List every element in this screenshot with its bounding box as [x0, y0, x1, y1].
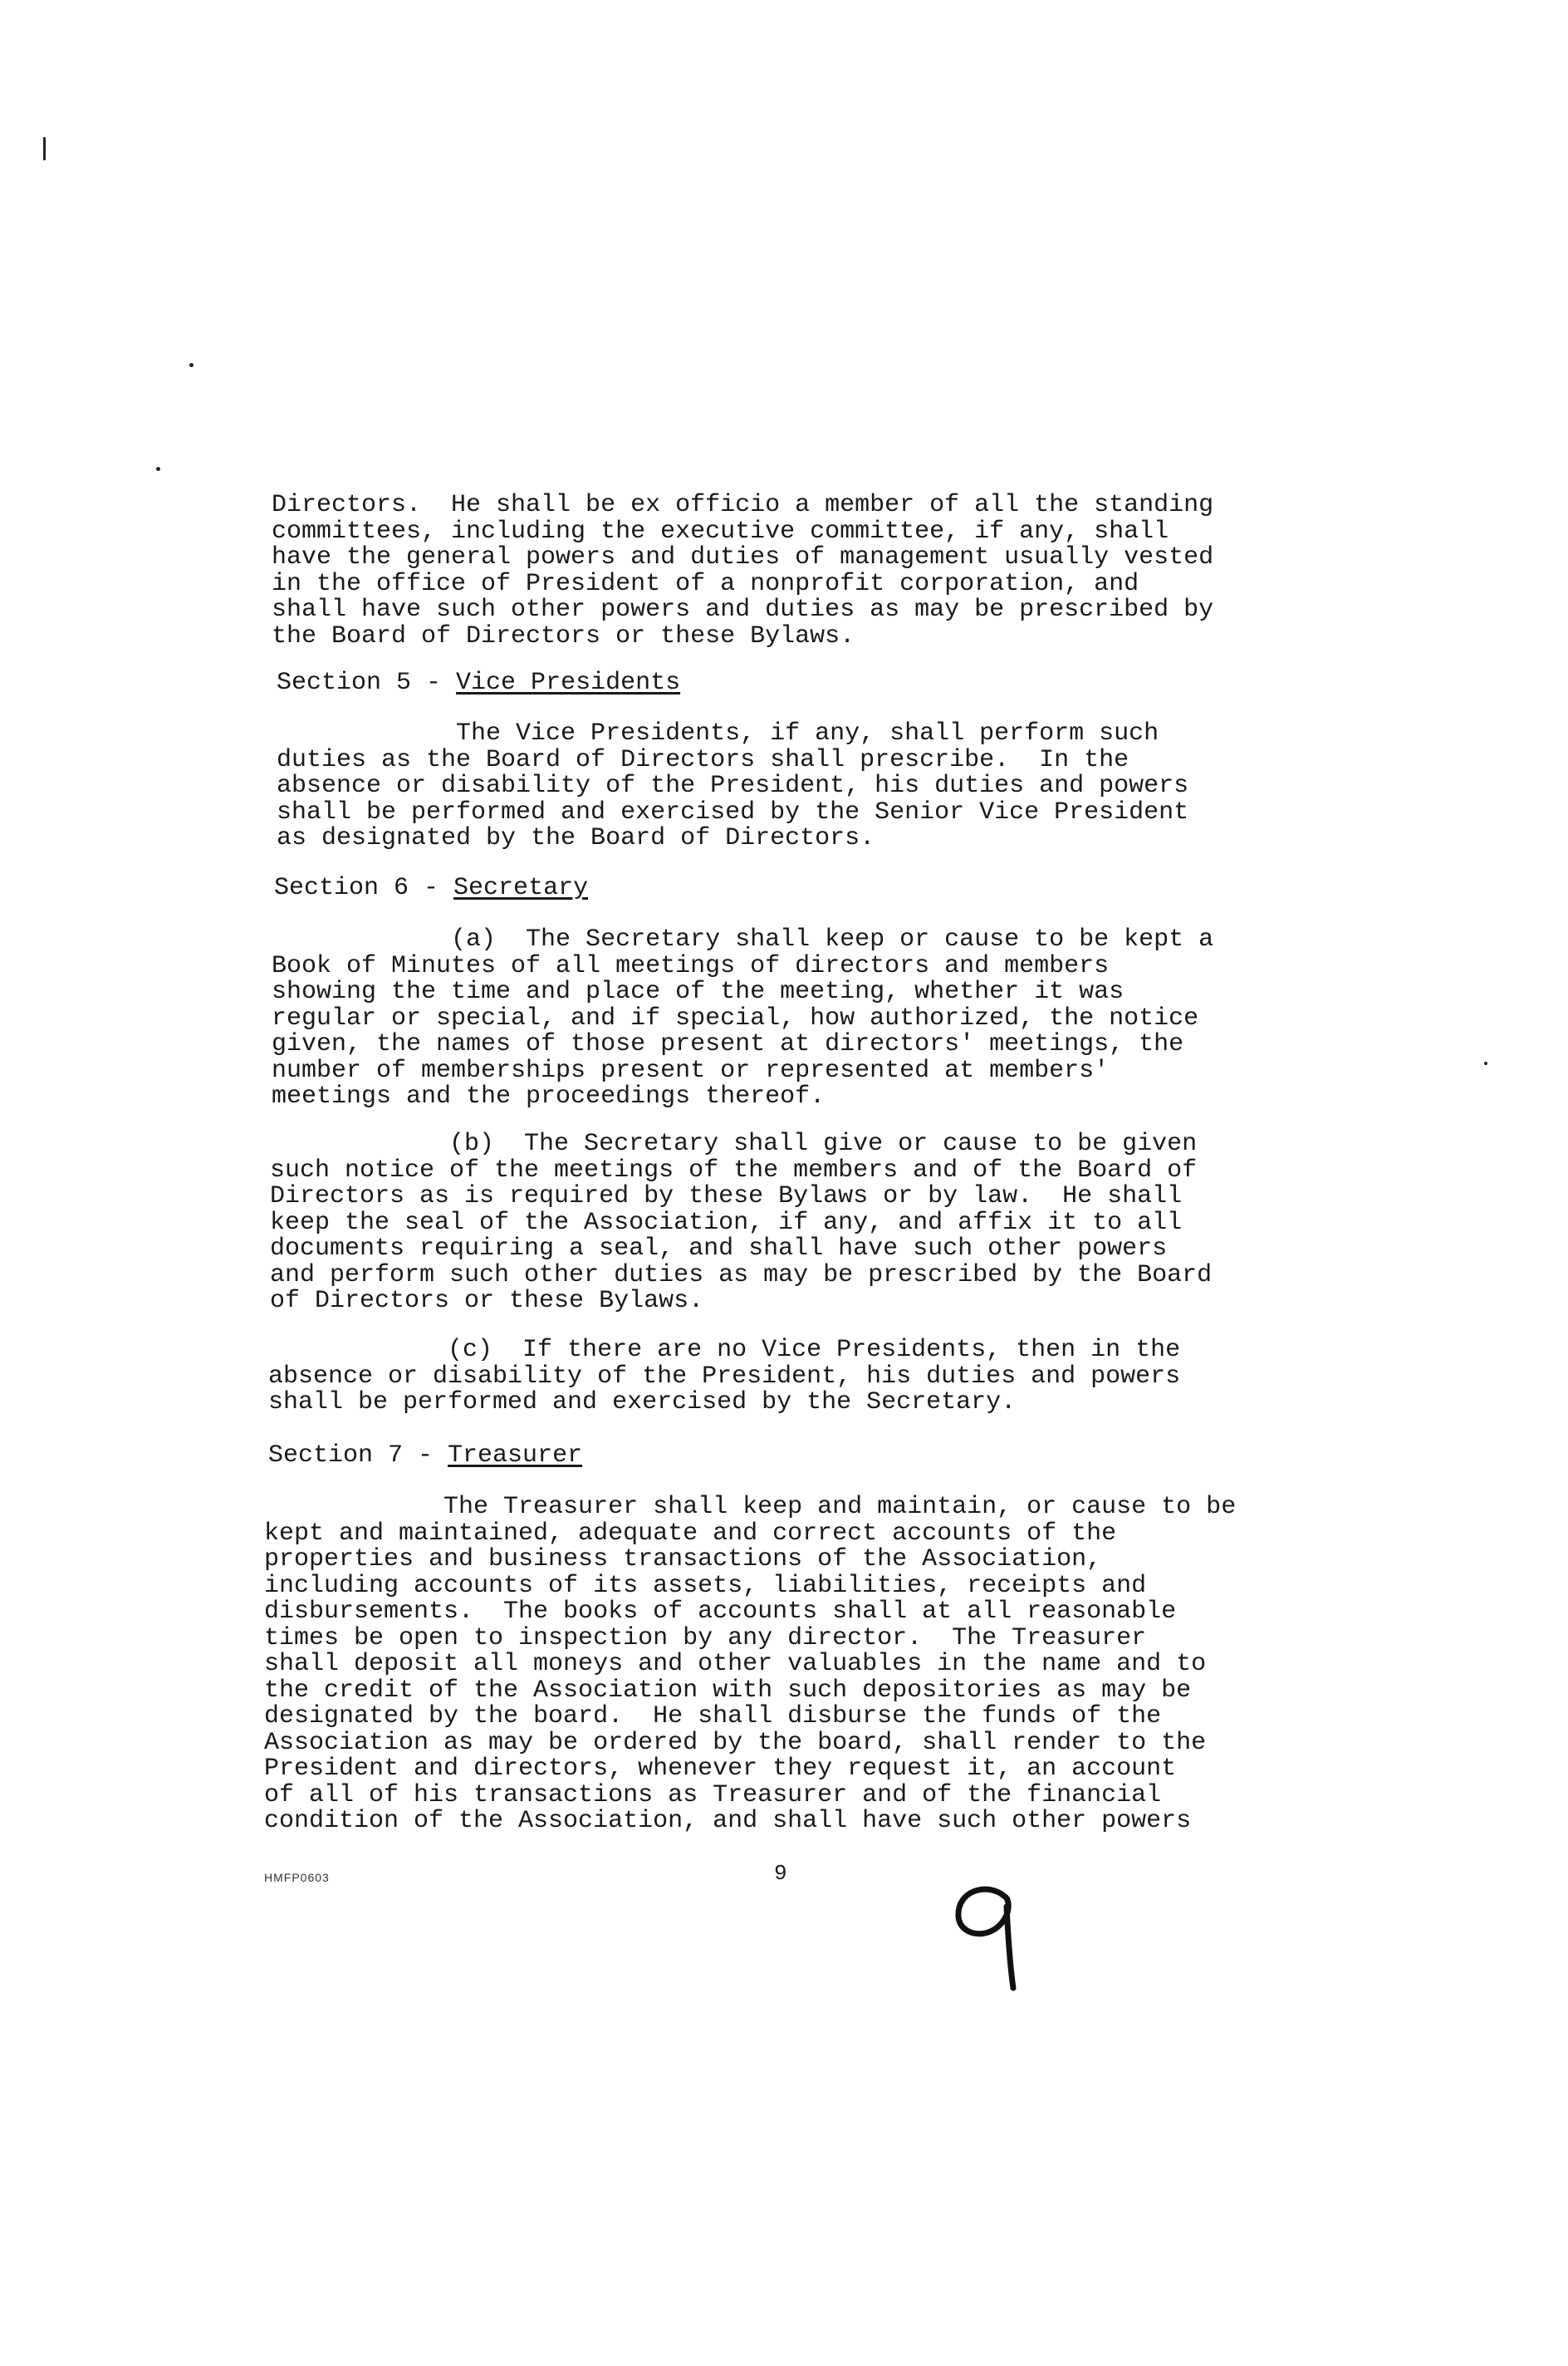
- section-7-title: Treasurer: [448, 1441, 583, 1470]
- paragraph-secretary-c: (c) If there are no Vice Presidents, then in the absence or disability of the President, his duties and powers shall be performed and exercised by the Secretary.: [268, 1336, 1181, 1416]
- section-6-prefix: Section 6 -: [274, 874, 454, 902]
- scan-speck: [43, 137, 46, 160]
- document-code: HMFP0603: [264, 1871, 330, 1884]
- section-5-heading: [277, 670, 680, 697]
- section-5-prefix: Section 5 -: [277, 669, 457, 697]
- scan-speck: [189, 363, 194, 367]
- page-number: 9: [774, 1861, 787, 1886]
- paragraph-vice-presidents: The Vice Presidents, if any, shall perform such duties as the Board of Directors shall prescribe. In the absence or disability of the President, his duties and powers shall be performed and exercised by the Senior Vice President as designated by the Board of Directors.: [277, 719, 1189, 852]
- paragraph-president-duties: Directors. He shall be ex officio a member of all the standing committees, including the executive committee, if any, shall have the general powers and duties of management usually vested in the office of President of a nonprofit corporation, and shall have such other powers and duties as may be prescribed by the Board of Directors or these Bylaws.: [272, 491, 1214, 650]
- section-7-heading: [268, 1443, 582, 1470]
- scan-speck: [156, 467, 160, 471]
- section-6-heading: [274, 876, 588, 902]
- scan-speck: [1484, 1062, 1487, 1065]
- paragraph-secretary-b: (b) The Secretary shall give or cause to be given such notice of the meetings of the members and of the Board of Directors as is required by these Bylaws or by law. He shall keep the seal of the Association, if any, and affix it to all documents requiring a seal, and shall have such other powers and perform such other duties as may be prescribed by the Board of Directors or these Bylaws.: [270, 1130, 1213, 1315]
- paragraph-secretary-a: (a) The Secretary shall keep or cause to be kept a Book of Minutes of all meetings of directors and members showing the time and place of the meeting, whether it was regular or special, and if special, how authorized, the notice given, the names of those present at directors' meetings, the number of memberships present or represented at members' meetings and the proceedings thereof.: [272, 925, 1214, 1111]
- section-5-title: Vice Presidents: [456, 669, 681, 697]
- handwritten-page-number: [947, 1873, 1038, 1994]
- paragraph-treasurer: The Treasurer shall keep and maintain, or cause to be kept and maintained, adequate and correct accounts of the properties and business transactions of the Association, including accounts of its assets, liabilities, receipts and disbursements. The books of accounts shall at all reasonable times be open to inspection by any director. The Treasurer shall deposit all moneys and other valuables in the name and to the credit of the Association with such depositories as may be designated by the board. He shall disburse the funds of the Association as may be ordered by the board, shall render to the President and directors, whenever they request it, an account of all of his transactions as Treasurer and of the financial condition of the Association, and shall have such other powers: [264, 1493, 1237, 1835]
- section-7-prefix: Section 7 -: [268, 1441, 448, 1470]
- section-6-title: Secretary: [453, 874, 589, 902]
